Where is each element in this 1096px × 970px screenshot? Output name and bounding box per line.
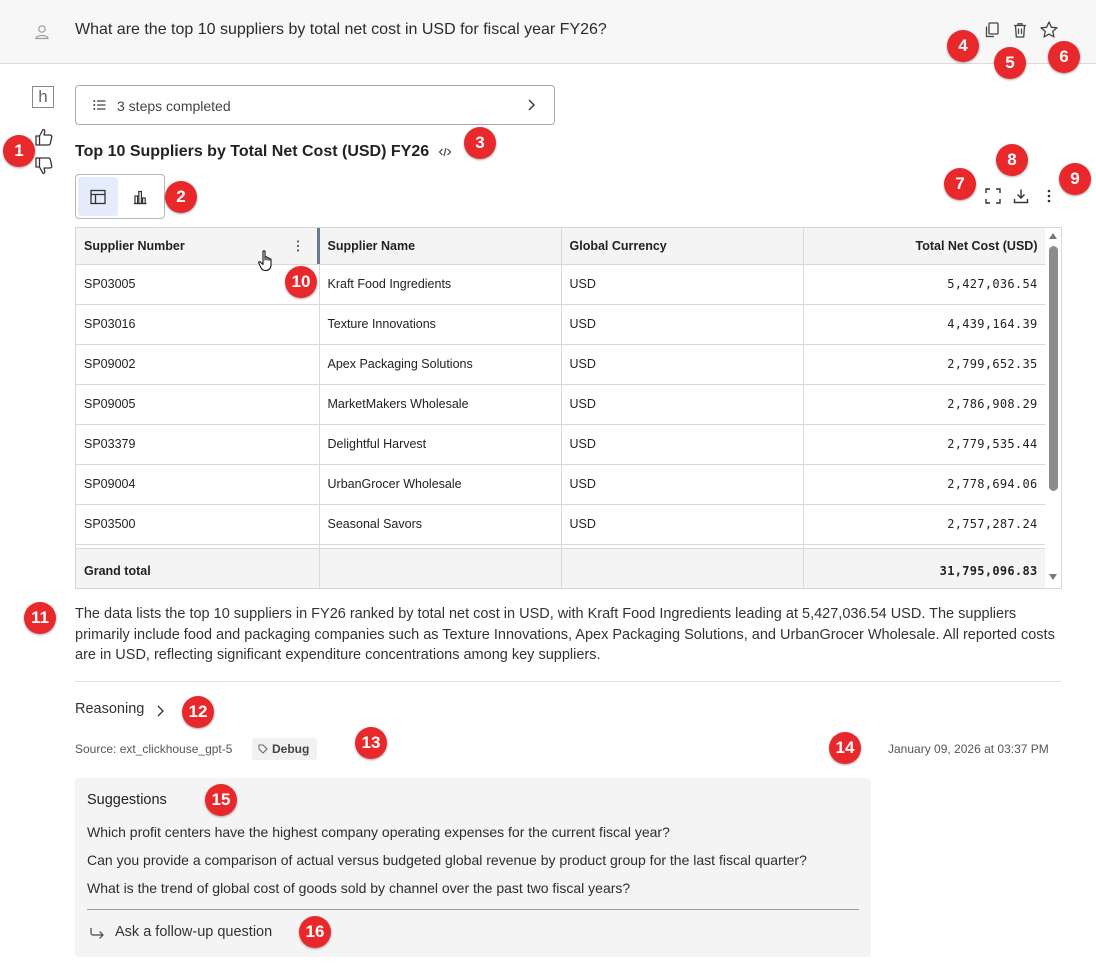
grand-total-label: Grand total	[76, 548, 319, 589]
steps-completed-button[interactable]	[75, 85, 555, 125]
scrollbar-thumb[interactable]	[1049, 246, 1058, 491]
annotation-marker: 14	[829, 732, 861, 764]
annotation-marker: 2	[165, 181, 197, 213]
column-menu-icon[interactable]	[295, 239, 301, 253]
column-header-global-currency[interactable]	[561, 228, 803, 264]
table-row	[76, 424, 1046, 464]
column-header-label: Supplier Name	[327, 238, 416, 253]
cell-supplier-number: SP09002	[76, 344, 319, 384]
cell-total-net-cost: 2,757,287.24	[803, 504, 1046, 544]
fullscreen-button[interactable]	[983, 186, 1003, 206]
cell-supplier-number: SP03500	[76, 504, 319, 544]
more-options-button[interactable]	[1039, 186, 1059, 206]
cell-supplier-name: Apex Packaging Solutions	[319, 344, 561, 384]
more-vertical-icon	[1046, 188, 1052, 204]
delete-button[interactable]	[1009, 19, 1031, 41]
suggestion-item[interactable]: Can you provide a comparison of actual versus budgeted global revenue by product group for the last fiscal quarter?	[87, 852, 807, 868]
cell-currency: USD	[561, 384, 803, 424]
table-row	[76, 264, 1046, 304]
annotation-marker: 7	[944, 168, 976, 200]
annotation-marker: 5	[994, 47, 1026, 79]
table-row	[76, 384, 1046, 424]
cell-total-net-cost: 2,778,694.06	[803, 464, 1046, 504]
question-header	[0, 0, 1096, 64]
cell-total-net-cost: 2,786,908.29	[803, 384, 1046, 424]
results-table	[75, 227, 1062, 589]
suggestion-item[interactable]: Which profit centers have the highest company operating expenses for the current fiscal year?	[87, 824, 670, 840]
column-header-supplier-number[interactable]	[76, 228, 319, 264]
divider	[87, 909, 859, 910]
table-view-button[interactable]	[78, 177, 118, 216]
grand-total-value: 31,795,096.83	[803, 548, 1046, 589]
divider	[75, 681, 1061, 682]
column-header-total-net-cost[interactable]	[803, 228, 1046, 264]
thumbs-down-icon[interactable]	[33, 155, 55, 177]
suggestions-panel	[75, 778, 871, 957]
user-question: What are the top 10 suppliers by total net cost in USD for fiscal year FY26?	[75, 21, 607, 38]
source-label: Source: ext_clickhouse_gpt-5	[75, 742, 233, 756]
star-icon	[1039, 20, 1059, 40]
tag-icon	[258, 744, 268, 754]
download-button[interactable]	[1011, 186, 1031, 206]
cell-supplier-name: MarketMakers Wholesale	[319, 384, 561, 424]
annotation-marker: 1	[3, 135, 35, 167]
follow-up-input[interactable]: Ask a follow-up question	[115, 924, 273, 940]
annotation-marker: 11	[24, 602, 56, 634]
cell-total-net-cost: 5,427,036.54	[803, 264, 1046, 304]
result-title: Top 10 Suppliers by Total Net Cost (USD) FY26	[75, 143, 430, 160]
chart-view-button[interactable]	[120, 177, 160, 216]
cell-currency: USD	[561, 264, 803, 304]
steps-label: 3 steps completed	[117, 98, 231, 114]
cell-supplier-number: SP09005	[76, 384, 319, 424]
scroll-down-arrow-icon[interactable]	[1049, 574, 1057, 580]
table-scrollbar[interactable]	[1045, 228, 1061, 588]
cell-supplier-number: SP03016	[76, 304, 319, 344]
table-row	[76, 464, 1046, 504]
cell-supplier-number: SP03379	[76, 424, 319, 464]
trash-icon	[1011, 21, 1029, 39]
view-toggle	[75, 174, 165, 219]
reply-arrow-icon	[89, 926, 105, 940]
cell-supplier-name: Seasonal Savors	[319, 504, 561, 544]
table-view-icon	[89, 188, 107, 206]
cell-currency: USD	[561, 344, 803, 384]
cell-supplier-number: SP09004	[76, 464, 319, 504]
annotation-marker: 9	[1059, 163, 1091, 195]
debug-button[interactable]	[252, 738, 317, 760]
bar-chart-icon	[131, 188, 149, 206]
list-icon	[93, 99, 106, 111]
code-icon[interactable]	[438, 146, 452, 158]
cell-supplier-name: Delightful Harvest	[319, 424, 561, 464]
column-header-label: Global Currency	[569, 238, 667, 253]
column-header-label: Supplier Number	[84, 238, 185, 253]
cell-currency: USD	[561, 424, 803, 464]
cell-currency: USD	[561, 304, 803, 344]
pointer-hand-icon	[257, 249, 277, 273]
favorite-button[interactable]	[1038, 19, 1060, 41]
grand-total-row	[76, 548, 1046, 589]
annotation-marker: 13	[355, 727, 387, 759]
annotation-marker: 6	[1048, 41, 1080, 73]
thumbs-up-icon[interactable]	[33, 126, 55, 148]
annotation-marker: 4	[947, 30, 979, 62]
annotation-marker: 15	[205, 784, 237, 816]
suggestion-item[interactable]: What is the trend of global cost of goods sold by channel over the past two fiscal years?	[87, 880, 631, 896]
cell-total-net-cost: 2,779,535.44	[803, 424, 1046, 464]
suggestions-title: Suggestions	[87, 792, 167, 808]
copy-icon	[983, 21, 1001, 39]
annotation-marker: 16	[299, 916, 331, 948]
cell-currency: USD	[561, 504, 803, 544]
annotation-marker: 8	[996, 144, 1028, 176]
cell-total-net-cost: 4,439,164.39	[803, 304, 1046, 344]
annotation-marker: 10	[285, 266, 317, 298]
answer-summary: The data lists the top 10 suppliers in FY26 ranked by total net cost in USD, with Kraft Food Ingredients leading at 5,427,036.54 USD. The suppliers primarily include food and packaging companies such as Texture Innovations, Apex Packaging Solutions, and UrbanGrocer Wholesale. All reported costs are in USD, reflecting significant expenditure concentrations among key suppliers.	[75, 606, 1055, 663]
download-icon	[1012, 187, 1030, 205]
cell-supplier-name: Kraft Food Ingredients	[319, 264, 561, 304]
table-row	[76, 304, 1046, 344]
reasoning-toggle[interactable]: Reasoning	[75, 701, 145, 717]
annotation-marker: 3	[464, 127, 496, 159]
column-header-supplier-name[interactable]	[319, 228, 561, 264]
cell-supplier-number: SP03005	[76, 264, 319, 304]
assistant-logo: h	[32, 86, 54, 108]
debug-label: Debug	[272, 742, 310, 756]
column-header-label: Total Net Cost (USD)	[915, 238, 1038, 253]
user-icon	[33, 23, 51, 41]
timestamp: January 09, 2026 at 03:37 PM	[888, 742, 1049, 756]
copy-button[interactable]	[981, 19, 1003, 41]
table-row	[76, 504, 1046, 544]
fullscreen-icon	[984, 187, 1002, 205]
chevron-right-icon	[526, 98, 536, 112]
scroll-up-arrow-icon[interactable]	[1049, 233, 1057, 239]
chevron-right-icon[interactable]	[155, 704, 165, 718]
annotation-marker: 12	[182, 696, 214, 728]
cell-total-net-cost: 2,799,652.35	[803, 344, 1046, 384]
cell-currency: USD	[561, 464, 803, 504]
cell-supplier-name: UrbanGrocer Wholesale	[319, 464, 561, 504]
table-row	[76, 344, 1046, 384]
cell-supplier-name: Texture Innovations	[319, 304, 561, 344]
